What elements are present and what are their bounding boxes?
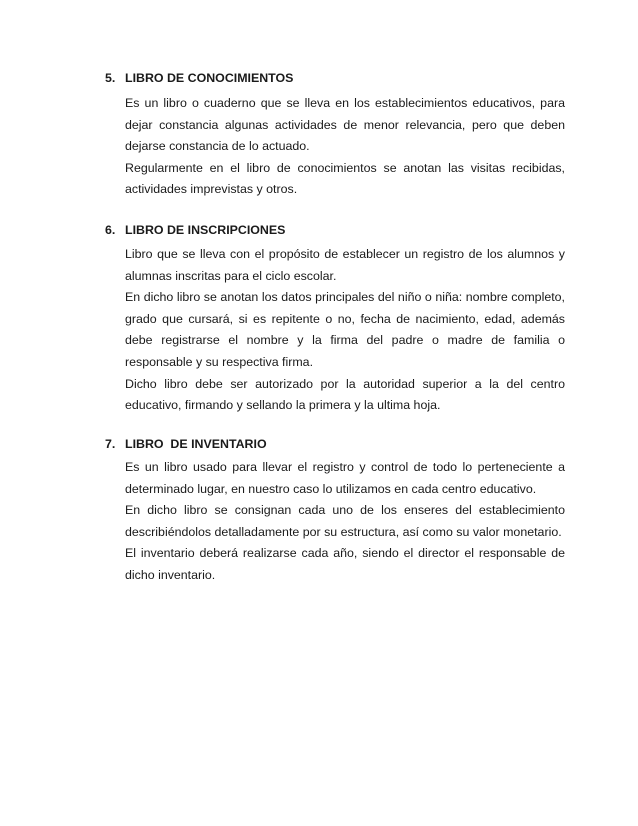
section-heading (105, 436, 565, 452)
paragraph: Es un libro usado para llevar el registro y control de todo lo perteneciente a determinado lugar, en nuestro caso lo utilizamos en cada centro educativo. (125, 460, 565, 496)
section-heading (105, 222, 565, 238)
paragraph: Es un libro o cuaderno que se lleva en los establecimientos educativos, para dejar constancia algunas actividades de menor relevancia, pero que deben dejarse constancia de lo actuado. (125, 96, 565, 154)
paragraph: Dicho libro debe ser autorizado por la autoridad superior a la del centro educativo, firmando y sellando la primera y la ultima hoja. (125, 376, 565, 413)
paragraph: En dicho libro se anotan los datos principales del niño o niña: nombre completo, grado que cursará, si es repitente o no, fecha de nacimiento, edad, además debe registrarse el nombre y la firma del padre o madre de familia o responsable y su respectiva firma. (125, 290, 565, 369)
paragraph: En dicho libro se consignan cada uno de los enseres del establecimiento describiéndolos detalladamente por su estructura, así como su valor monetario. (125, 503, 565, 539)
paragraph: Libro que se lleva con el propósito de establecer un registro de los alumnos y alumnas inscritas para el ciclo escolar. (125, 247, 565, 283)
paragraph: Regularmente en el libro de conocimientos se anotan las visitas recibidas, actividades imprevistas y otros. (125, 160, 565, 197)
section-title: LIBRO DE INVENTARIO (125, 437, 267, 451)
section-number: 6. (105, 223, 116, 237)
section-libro-de-inscripciones (105, 222, 565, 417)
section-heading (105, 70, 565, 86)
section-number: 7. (105, 437, 116, 451)
section-libro-de-conocimientos (105, 70, 565, 201)
paragraph: El inventario deberá realizarse cada año, siendo el director el responsable de dicho inventario. (125, 546, 565, 582)
section-libro-de-inventario (105, 436, 565, 587)
section-number: 5. (105, 71, 116, 85)
section-title: LIBRO DE CONOCIMIENTOS (125, 71, 294, 85)
section-title: LIBRO DE INSCRIPCIONES (125, 223, 286, 237)
